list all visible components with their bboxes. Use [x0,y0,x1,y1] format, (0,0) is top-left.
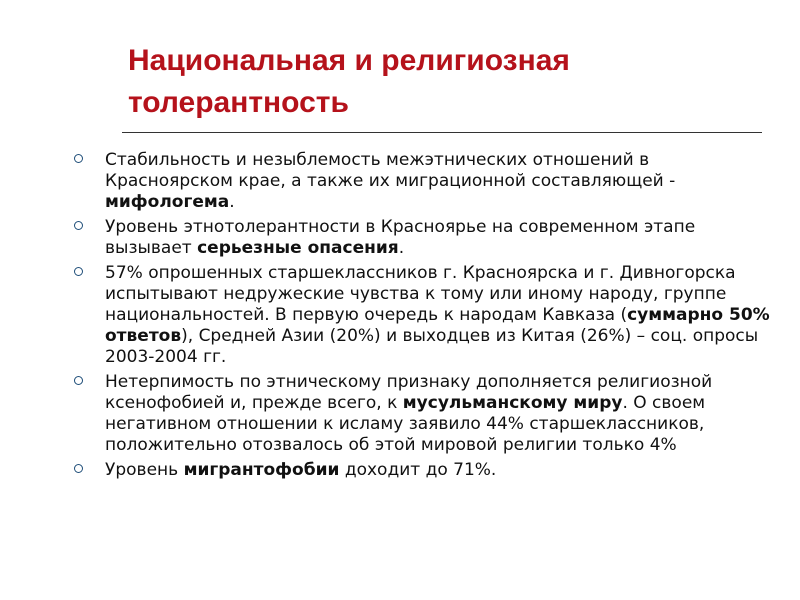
bullet-item-migrantophobia [72,460,772,481]
bullet-text: . [398,238,405,258]
bullet-emphasis: мигрантофобии [183,460,340,480]
bullet-text: Стабильность и незыблемость межэтнических отношений в Красноярском крае, а также их миграционной составляющей - [105,150,676,191]
bullet-item-stability [72,150,772,213]
bullet-emphasis: мифологема [105,192,230,212]
slide-title-line-1: Национальная и религиозная [128,44,570,77]
bullet-text: Уровень этнотолерантности в Красноярье на современном этапе вызывает [105,217,696,258]
bullet-item-tolerance-level [72,217,772,259]
bullet-text: . О своем негативном отношении к исламу заявило 44% старшеклассников, положительно отозвалось об этой мировой религии только 4% [105,393,706,455]
title-divider [122,132,762,133]
bullet-emphasis: суммарно 50% ответов [105,305,770,346]
slide-title-line-2: толерантность [128,86,349,119]
bullet-text: ), Средней Азии (20%) и выходцев из Китая (26%) – соц. опросы 2003-2004 гг. [105,326,759,367]
bullet-circle-icon [74,464,83,473]
bullet-item-xenophobia [72,372,772,456]
bullet-circle-icon [74,376,83,385]
bullet-emphasis: мусульманскому миру [402,393,623,413]
bullet-text: доходит до 71%. [339,460,497,480]
bullet-item-survey [72,263,772,368]
bullet-circle-icon [74,221,83,230]
bullet-text: 57% опрошенных старшеклассников г. Красноярска и г. Дивногорска испытывают недружеские чувства к тому или иному народу, группе национальностей. В первую очередь к народам Кавказа ( [105,263,736,325]
bullet-text: Уровень [105,460,184,480]
bullet-text: Нетерпимость по этническому признаку дополняется религиозной ксенофобией и, прежде всего, к [105,372,713,413]
slide-title [128,40,748,124]
bullet-text: . [229,192,235,212]
bullet-circle-icon [74,154,83,163]
bullet-emphasis: серьезные опасения [197,238,399,258]
bullet-list [72,150,772,485]
bullet-circle-icon [74,267,83,276]
